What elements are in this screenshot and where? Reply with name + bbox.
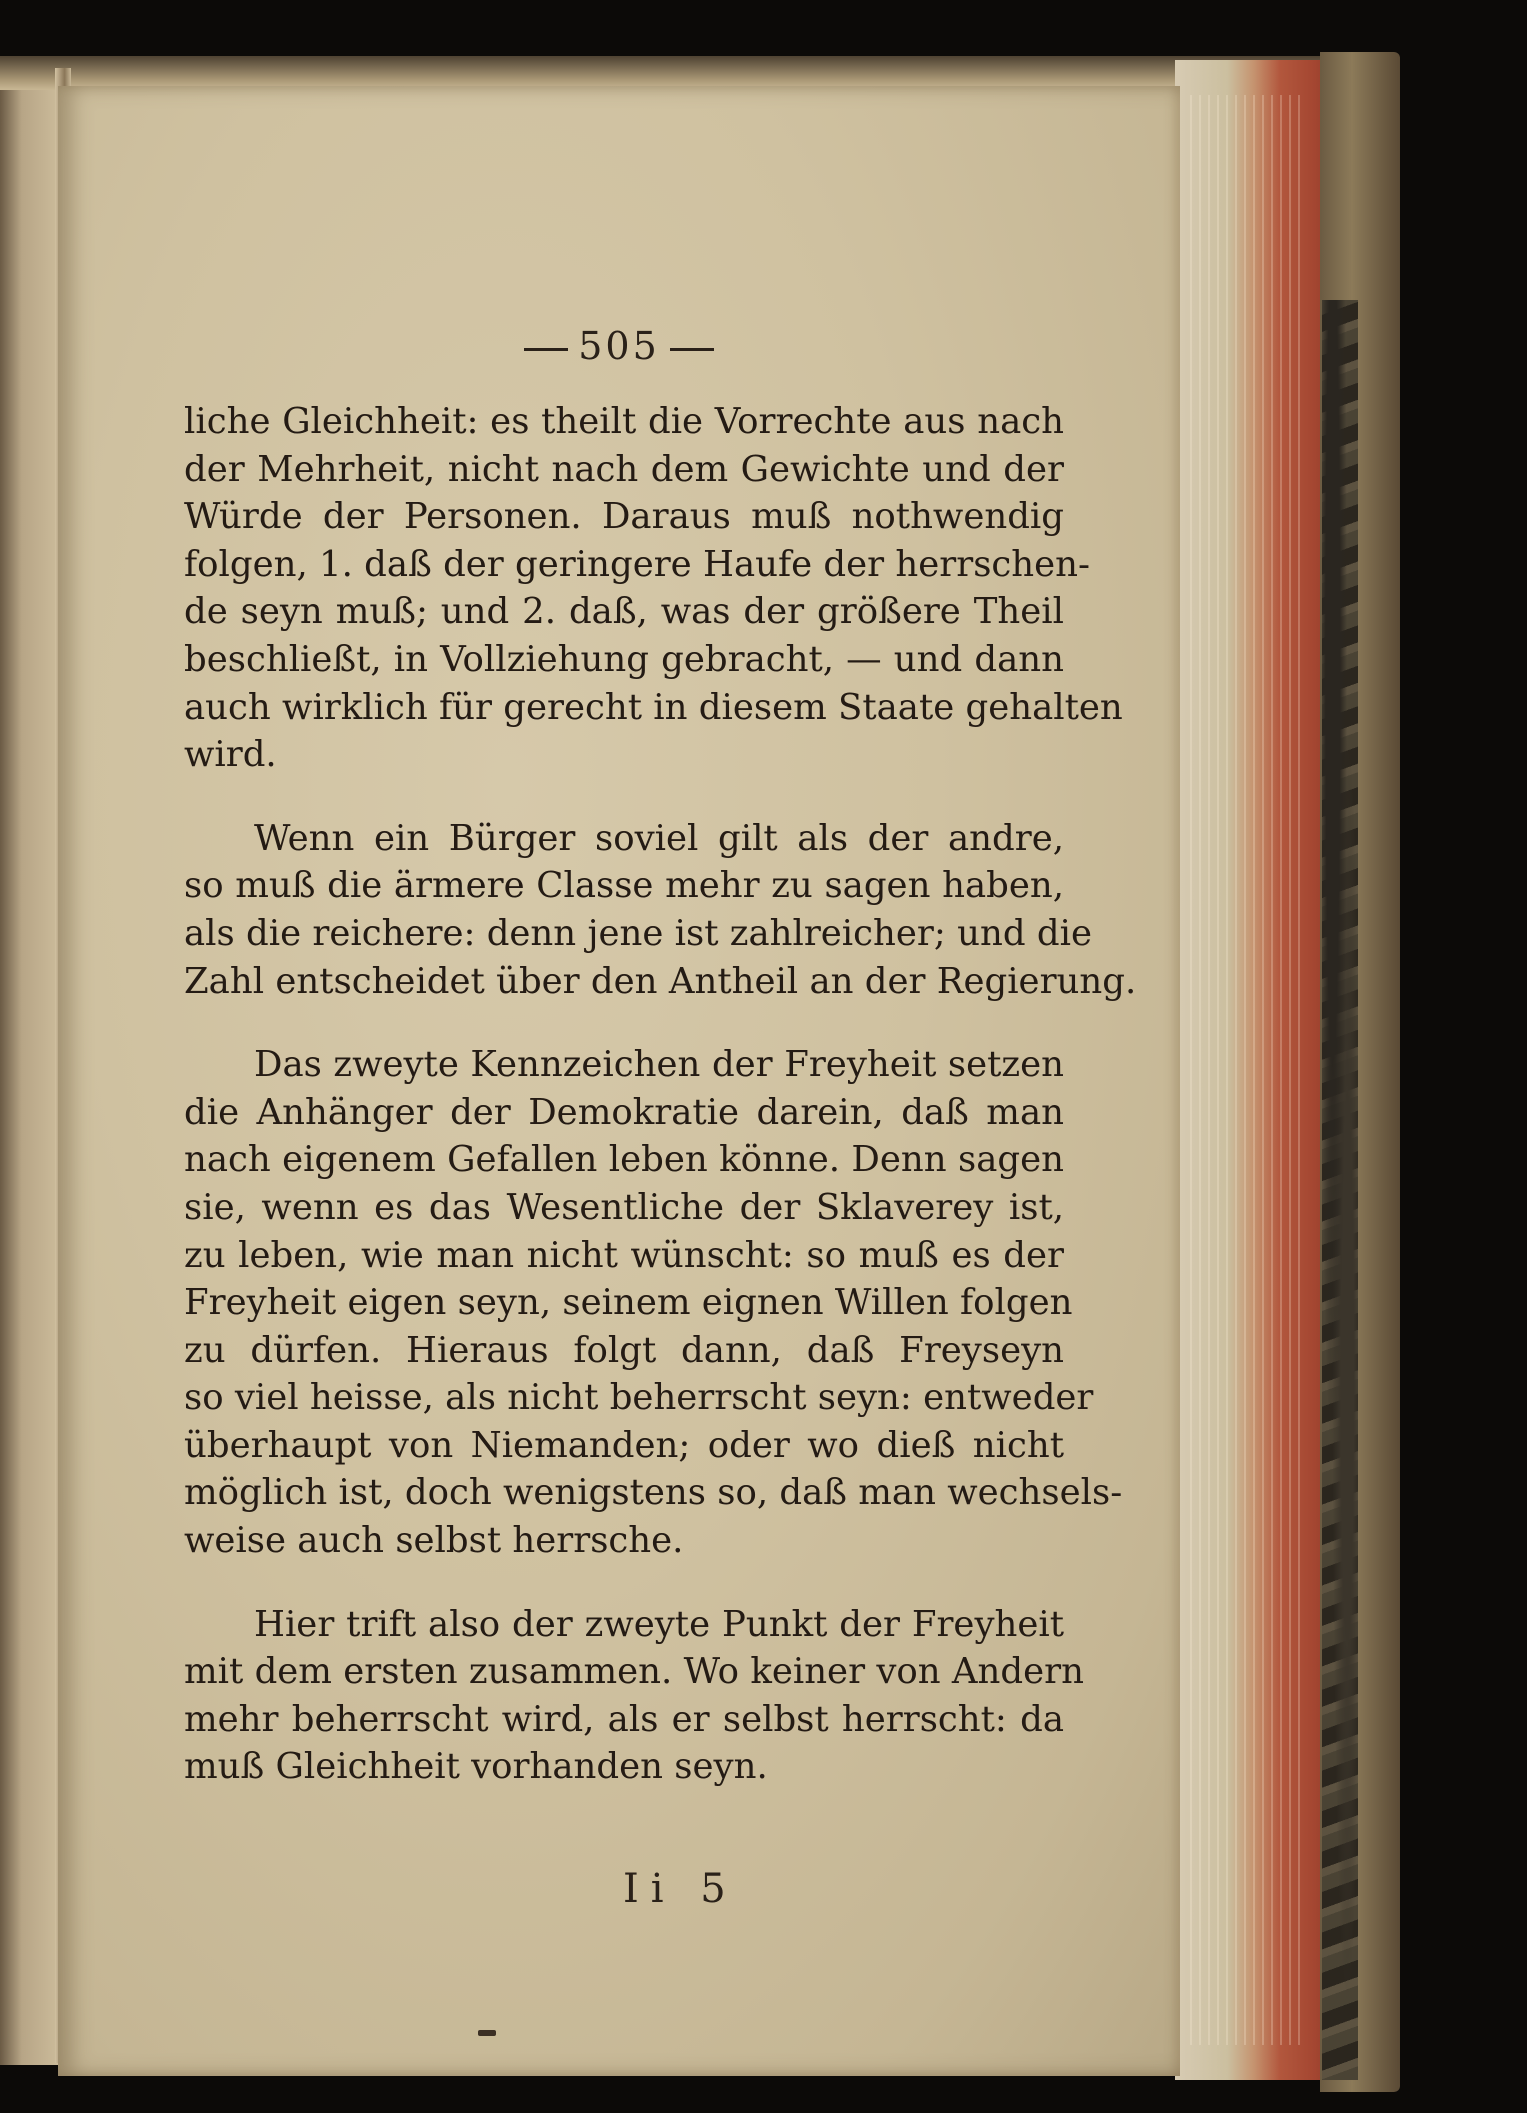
text-line: zu dürfen. Hieraus folgt dann, daß Freyseyn [184,1329,1064,1371]
text-line: mehr beherrscht wird, als er selbst herrscht: da [184,1698,1064,1740]
book-page [58,86,1180,2076]
page-block-stripes [1190,95,1300,2045]
text-line: auch wirklich für gerecht in diesem Staate gehalten [184,686,1123,728]
text-line: zu leben, wie man nicht wünscht: so muß es der [184,1234,1064,1276]
text-line: so muß die ärmere Classe mehr zu sagen haben, [184,865,1064,907]
page-number: 505 [578,324,660,368]
header-dash-right [670,348,714,351]
text-line: überhaupt von Niemanden; oder wo dieß nicht [184,1424,1064,1466]
page-header [58,324,1180,368]
text-line: Hier trift also der zweyte Punkt der Freyheit [254,1603,1064,1645]
text-line: nach eigenem Gefallen leben könne. Denn sagen [184,1139,1064,1181]
text-line: die Anhänger der Demokratie darein, daß man [184,1091,1064,1133]
text-line: mit dem ersten zusammen. Wo keiner von Andern [184,1651,1084,1693]
text-line: Freyheit eigen seyn, seinem eignen Willen folgen [184,1282,1073,1324]
text-line: so viel heisse, als nicht beherrscht seyn: entweder [184,1377,1094,1419]
left-facing-page-edge [0,70,62,2065]
text-line: beschließt, in Vollziehung gebracht, — und dann [184,638,1064,680]
text-line: Würde der Personen. Daraus muß nothwendig [184,496,1064,538]
text-line: Zahl entscheidet über den Antheil an der Regierung. [184,960,1137,1002]
text-line: Das zweyte Kennzeichen der Freyheit setzen [254,1044,1064,1086]
text-line: de seyn muß; und 2. daß, was der größere Theil [184,591,1064,633]
signature-mark: Ii 5 [623,1866,738,1912]
top-page-edge [0,56,1330,90]
text-line: folgen, 1. daß der geringere Haufe der herrschen- [184,543,1091,585]
text-line: sie, wenn es das Wesentliche der Sklaverey ist, [184,1186,1064,1228]
text-line: Wenn ein Bürger soviel gilt als der andre, [254,817,1064,859]
text-line: liche Gleichheit: es theilt die Vorrechte aus nach [184,401,1064,442]
paragraph-gap [184,779,1064,815]
text-line: der Mehrheit, nicht nach dem Gewichte und der [184,448,1064,490]
paragraph [184,398,1123,779]
text-line: möglich ist, doch wenigstens so, daß man wechsels- [184,1472,1123,1514]
text-line: muß Gleichheit vorhanden seyn. [184,1746,768,1788]
paragraph-gap [184,1565,1064,1601]
paragraph-gap [184,1005,1064,1041]
paragraph [184,1041,1123,1565]
body-text [184,398,1137,1791]
text-line: als die reichere: denn jene ist zahlreicher; und die [184,912,1092,954]
text-line: weise auch selbst herrsche. [184,1520,684,1562]
paragraph [184,1601,1084,1791]
paragraph [184,815,1137,1005]
text-line: wird. [184,734,277,776]
header-dash-left [524,348,568,351]
ink-speck [478,2030,496,2036]
marbled-cover-edge [1322,300,1358,2080]
